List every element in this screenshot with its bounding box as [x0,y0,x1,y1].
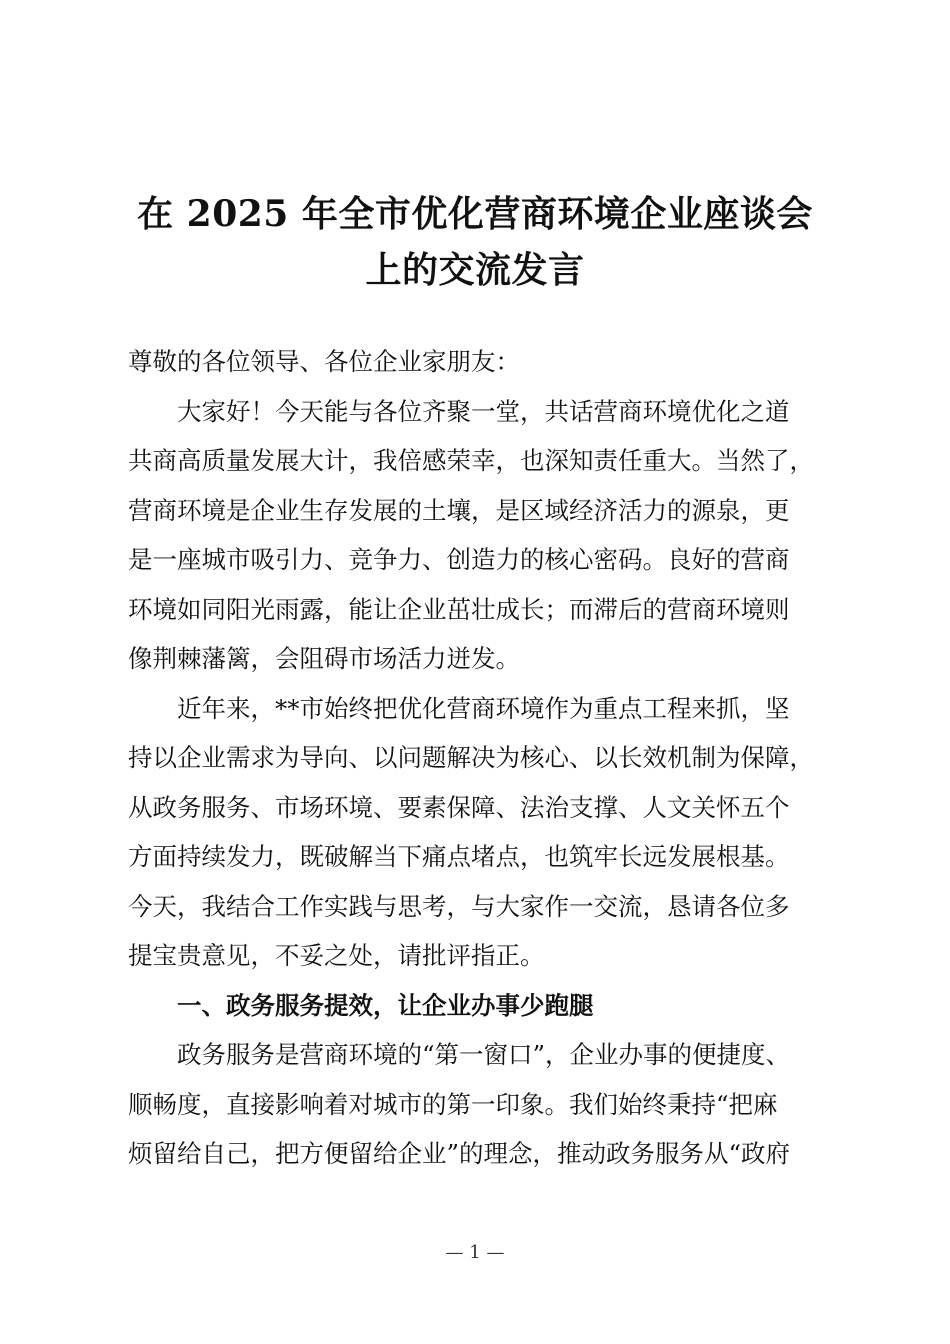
page-number: — 1 — [445,1242,505,1263]
section-heading: 一、政务服务提效，让企业办事少跑腿 [177,990,594,1020]
body-text-line: 大家好！今天能与各位齐聚一堂，共话营商环境优化之道 [177,396,790,426]
document-body [128,337,828,1179]
body-text-line: 政务服务是营商环境的“第一窗口”，企业办事的便捷度、 [177,1040,791,1069]
document-title [100,186,850,298]
body-text-line: 今天，我结合工作实践与思考，与大家作一交流，恳请各位多 [128,891,790,921]
title-line-1: 在 2025 年全市优化营商环境企业座谈会 [137,193,813,235]
body-text-line: 共商高质量发展大计，我倍感荣幸，也深知责任重大。当然了， [128,446,814,475]
body-text-line: 尊敬的各位领导、各位企业家朋友： [128,347,520,376]
body-text-line: 近年来，**市始终把优化营商环境作为重点工程来抓，坚 [177,693,790,723]
body-text-line: 像荆棘藩篱，会阻碍市场活力迸发。 [128,644,520,673]
body-text-line: 顺畅度，直接影响着对城市的第一印象。我们始终秉持“把麻 [128,1089,778,1119]
body-text-line: 持以企业需求为导向、以问题解决为核心、以长效机制为保障， [128,743,814,772]
body-text-line: 环境如同阳光雨露，能让企业茁壮成长；而滞后的营商环境则 [128,594,790,624]
body-text-line: 烦留给自己，把方便留给企业”的理念，推动政务服务从“政府 [128,1139,791,1168]
title-line-2: 上的交流发言 [365,249,585,291]
body-text-line: 方面持续发力，既破解当下痛点堵点，也筑牢长远发展根基。 [128,842,790,871]
body-text-line: 从政务服务、市场环境、要素保障、法治支撑、人文关怀五个 [128,792,790,822]
body-text-line: 提宝贵意见，不妥之处，请批评指正。 [128,941,545,970]
body-text-line: 是一座城市吸引力、竞争力、创造力的核心密码。良好的营商 [128,545,790,574]
body-text-line: 营商环境是企业生存发展的土壤，是区域经济活力的源泉，更 [128,495,790,525]
